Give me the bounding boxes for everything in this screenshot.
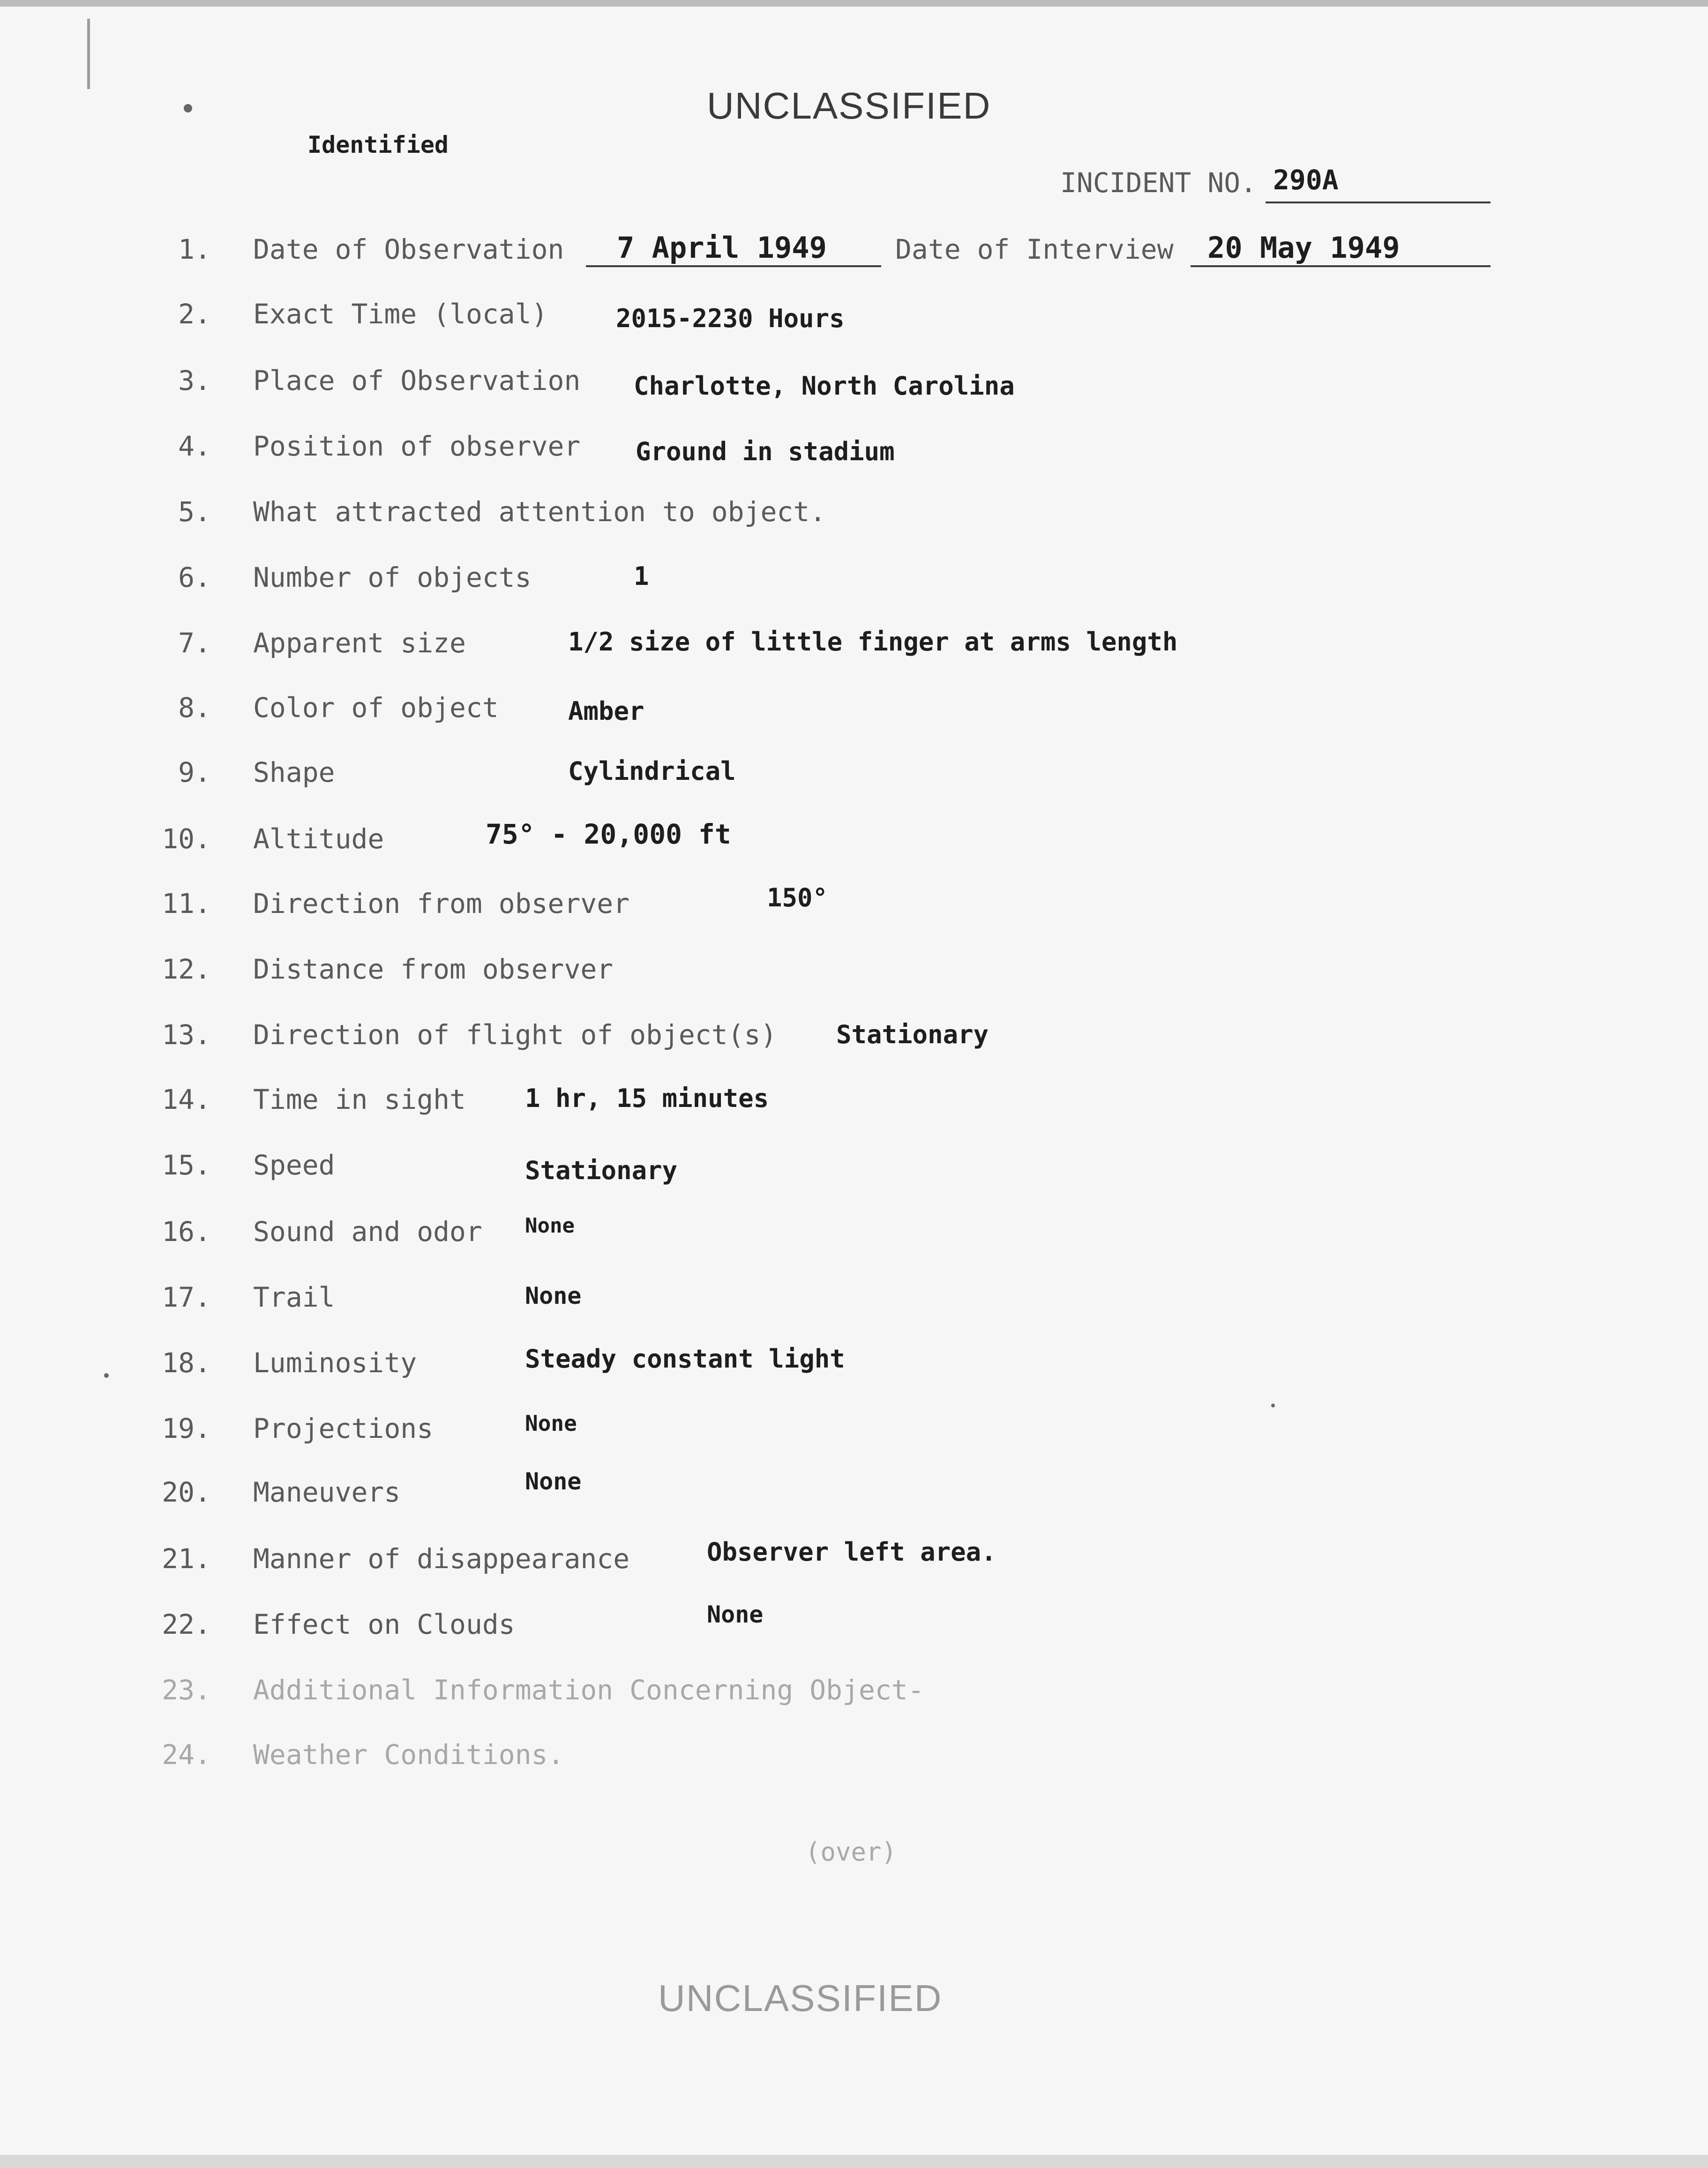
item-label: Projections <box>253 1413 434 1444</box>
incident-number-underline <box>1266 202 1491 203</box>
item-value: 1 hr, 15 minutes <box>525 1084 769 1113</box>
classification-stamp-top: UNCLASSIFIED <box>707 85 991 127</box>
item-value: None <box>525 1282 582 1309</box>
item-number: 9. <box>178 756 211 788</box>
date-of-interview-underline <box>1191 265 1491 267</box>
item-value: Stationary <box>836 1020 989 1049</box>
scan-top-edge <box>0 0 1708 7</box>
item-value: None <box>525 1468 582 1495</box>
item-label: Direction of flight of object(s) <box>253 1019 777 1051</box>
item-number: 22. <box>162 1608 211 1640</box>
item-label: Weather Conditions. <box>253 1739 564 1771</box>
item-value: None <box>707 1601 764 1628</box>
item-value: Observer left area. <box>707 1537 996 1567</box>
item-value: 75° - 20,000 ft <box>486 818 731 850</box>
item-value: None <box>525 1214 575 1238</box>
scan-bottom-edge <box>0 2155 1708 2168</box>
item-value: 1/2 size of little finger at arms length <box>568 627 1178 657</box>
date-of-interview-value: 20 May 1949 <box>1207 231 1400 265</box>
incident-label: INCIDENT NO. <box>1060 167 1257 199</box>
item-label: Color of object <box>253 692 499 724</box>
incident-number: 290A <box>1273 164 1339 196</box>
item-number: 24. <box>162 1739 211 1771</box>
item-label: Luminosity <box>253 1347 417 1379</box>
item-number: 7. <box>178 627 211 659</box>
over-note: (over) <box>805 1837 897 1867</box>
item-value: 1 <box>634 561 649 591</box>
item-number: 1. <box>178 233 211 265</box>
item-label: Position of observer <box>253 430 581 462</box>
item-value: 150° <box>767 883 828 912</box>
item-value: Amber <box>568 696 644 726</box>
item-label: Altitude <box>253 823 384 855</box>
item-label: Direction from observer <box>253 888 630 920</box>
item-label: Place of Observation <box>253 365 581 396</box>
item-label: Time in sight <box>253 1084 466 1115</box>
item-label: Trail <box>253 1281 335 1313</box>
identified-label: Identified <box>307 131 449 158</box>
item-number: 13. <box>162 1019 211 1051</box>
item-label: Maneuvers <box>253 1476 401 1508</box>
item-label: Number of objects <box>253 561 532 593</box>
classification-stamp-bottom: UNCLASSIFIED <box>658 1977 943 2019</box>
item-label: Date of Observation <box>253 233 564 265</box>
item-label: Sound and odor <box>253 1216 482 1248</box>
item-label: Additional Information Concerning Object- <box>253 1674 924 1706</box>
item-value: Steady constant light <box>525 1344 845 1374</box>
item-value: Stationary <box>525 1156 678 1185</box>
item-label-2: Date of Interview <box>895 233 1174 265</box>
date-of-observation-value: 7 April 1949 <box>617 231 827 265</box>
item-label: Distance from observer <box>253 953 614 985</box>
item-number: 8. <box>178 692 211 724</box>
scan-speck <box>1271 1404 1275 1407</box>
scan-margin-mark <box>87 19 90 89</box>
item-number: 17. <box>162 1281 211 1313</box>
item-number: 21. <box>162 1543 211 1575</box>
item-number: 15. <box>162 1149 211 1181</box>
scan-speck <box>104 1373 109 1378</box>
item-label: Effect on Clouds <box>253 1608 515 1640</box>
item-number: 6. <box>178 561 211 593</box>
item-label: Exact Time (local) <box>253 298 548 330</box>
item-value: Charlotte, North Carolina <box>634 371 1015 401</box>
item-number: 4. <box>178 430 211 462</box>
item-number: 18. <box>162 1347 211 1379</box>
item-label: Shape <box>253 756 335 788</box>
scan-speck <box>184 104 192 112</box>
item-number: 10. <box>162 823 211 855</box>
item-number: 20. <box>162 1476 211 1508</box>
item-label: Apparent size <box>253 627 466 659</box>
item-number: 12. <box>162 953 211 985</box>
item-number: 23. <box>162 1674 211 1706</box>
item-value: Cylindrical <box>568 756 736 786</box>
item-label: What attracted attention to object. <box>253 496 826 528</box>
date-of-observation-underline <box>586 265 881 267</box>
item-number: 19. <box>162 1413 211 1444</box>
item-label: Manner of disappearance <box>253 1543 630 1575</box>
item-value: None <box>525 1411 577 1436</box>
item-number: 14. <box>162 1084 211 1115</box>
item-value: Ground in stadium <box>636 437 895 466</box>
item-number: 11. <box>162 888 211 920</box>
item-number: 2. <box>178 298 211 330</box>
item-number: 16. <box>162 1216 211 1248</box>
item-number: 3. <box>178 365 211 396</box>
item-value: 2015-2230 Hours <box>616 304 845 333</box>
item-number: 5. <box>178 496 211 528</box>
item-label: Speed <box>253 1149 335 1181</box>
